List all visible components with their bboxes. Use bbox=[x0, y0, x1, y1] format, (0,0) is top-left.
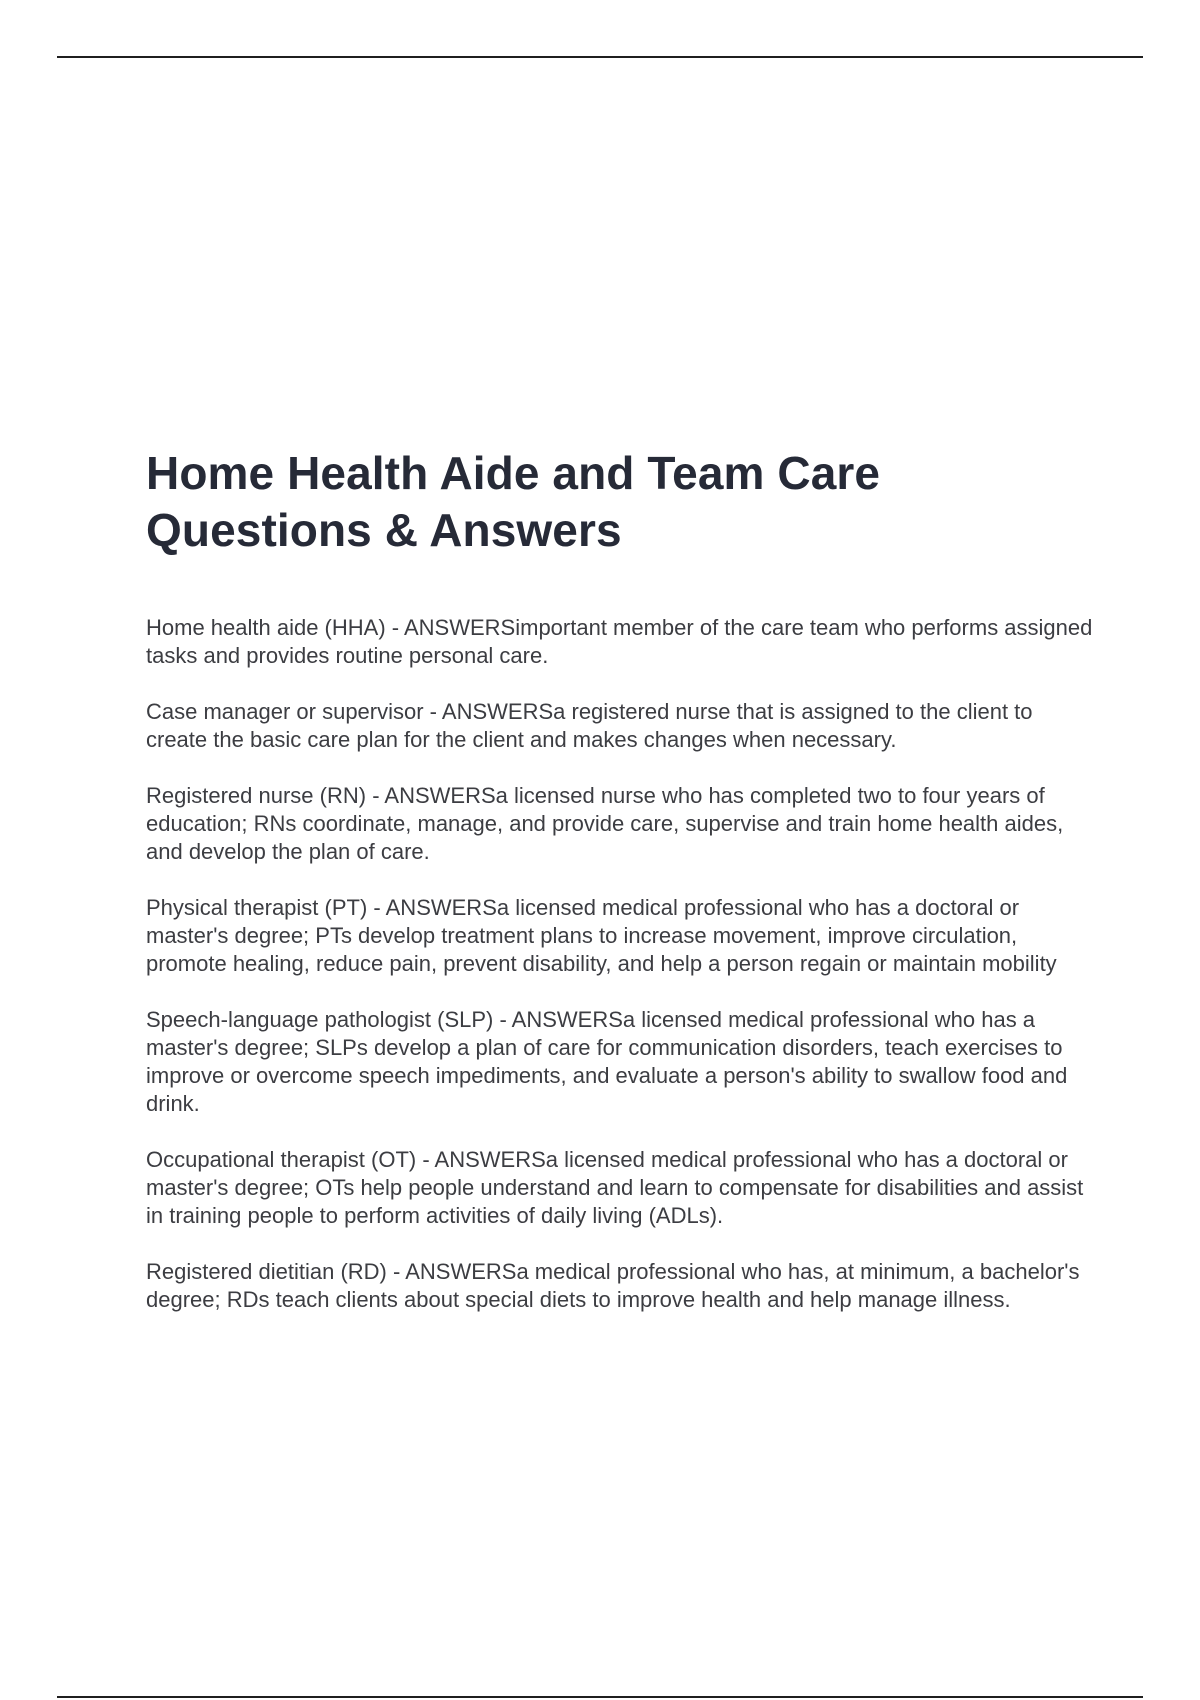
qa-entry-hha: Home health aide (HHA) - ANSWERSimportant member of the care team who performs assigned tasks and provides routine personal care. bbox=[146, 615, 1093, 668]
document-title-line-2: Questions & Answers bbox=[146, 504, 622, 556]
qa-entry-physical-therapist: Physical therapist (PT) - ANSWERSa licensed medical professional who has a doctoral or master's degree; PTs develop treatment plans to increase movement, improve circulation, promote healing, reduce pain, prevent disability, and help a person regain or maintain mobility bbox=[146, 895, 1057, 976]
qa-entry-registered-nurse: Registered nurse (RN) - ANSWERSa licensed nurse who has completed two to four years of education; RNs coordinate, manage, and provide care, supervise and train home health aides, and develop the plan of care. bbox=[146, 783, 1064, 864]
document-title-line-1: Home Health Aide and Team Care bbox=[146, 447, 881, 499]
header-divider bbox=[57, 56, 1143, 58]
qa-list bbox=[146, 614, 1096, 1314]
qa-entry-registered-dietitian: Registered dietitian (RD) - ANSWERSa medical professional who has, at minimum, a bachelor's degree; RDs teach clients about special diets to improve health and help manage illness. bbox=[146, 1259, 1080, 1312]
document-title bbox=[146, 445, 1096, 559]
qa-entry-speech-language-pathologist: Speech-language pathologist (SLP) - ANSWERSa licensed medical professional who has a master's degree; SLPs develop a plan of care for communication disorders, teach exercises to improve or overcome speech impediments, and evaluate a person's ability to swallow food and drink. bbox=[146, 1007, 1068, 1116]
qa-entry-occupational-therapist: Occupational therapist (OT) - ANSWERSa licensed medical professional who has a doctoral or master's degree; OTs help people understand and learn to compensate for disabilities and assist in training people to perform activities of daily living (ADLs). bbox=[146, 1147, 1084, 1228]
footer-divider bbox=[57, 1696, 1143, 1698]
document-body bbox=[146, 445, 1096, 1342]
qa-entry-case-manager: Case manager or supervisor - ANSWERSa registered nurse that is assigned to the client to create the basic care plan for the client and makes changes when necessary. bbox=[146, 699, 1033, 752]
